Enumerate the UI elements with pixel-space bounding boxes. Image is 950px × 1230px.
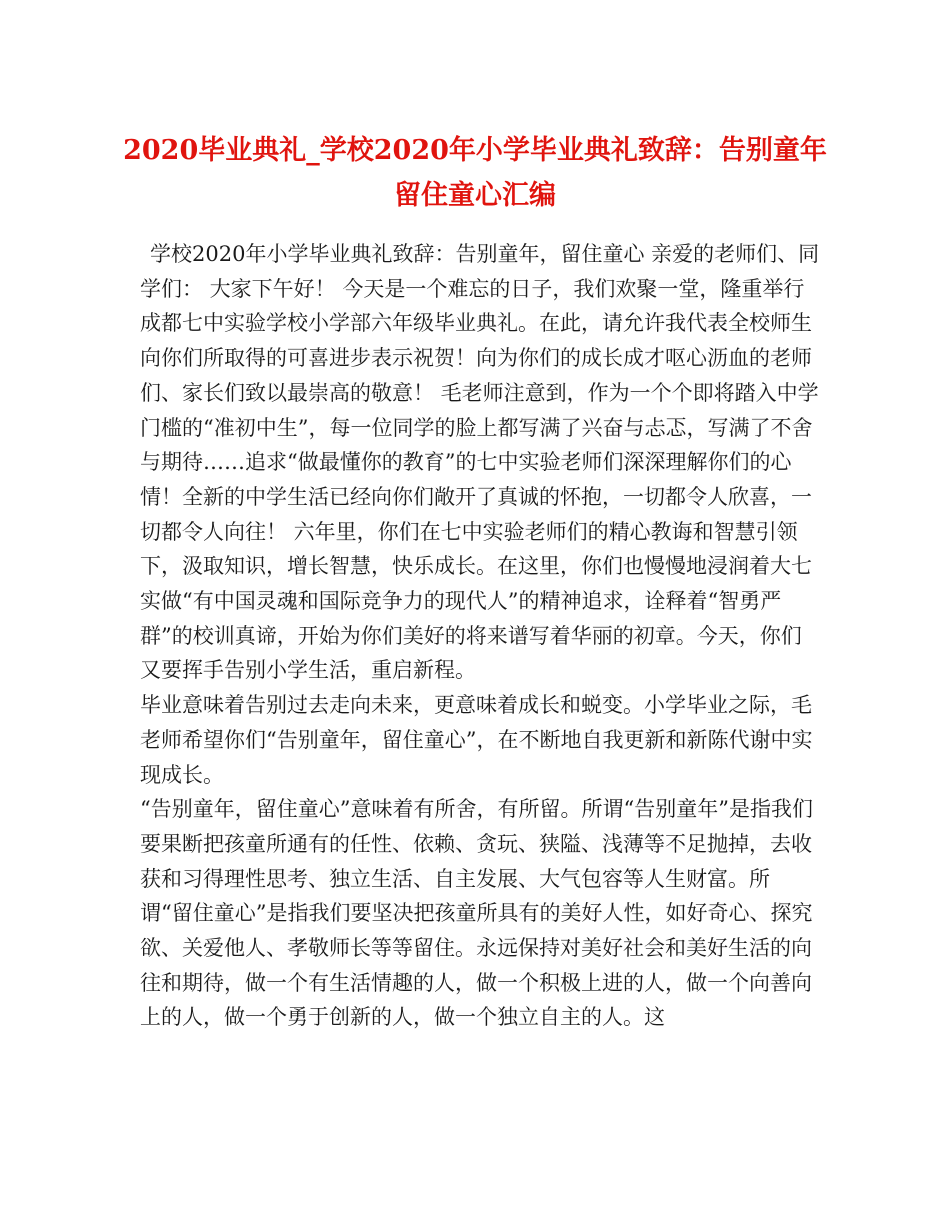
document-title: 2020毕业典礼_学校2020年小学毕业典礼致辞：告别童年留住童心汇编 xyxy=(123,135,827,211)
paragraph-1: 学校2020年小学毕业典礼致辞：告别童年，留住童心 亲爱的老师们、同学们： 大家下午好！ 今天是一个难忘的日子，我们欢聚一堂，隆重举行成都七中实验学校小学部六年级毕业典礼。在此，请允许我代表全校师生向你们所取得的可喜进步表示祝贺！向为你们的成长成才呕心沥血的老师们、家长们致以最崇高的敬意！ 毛老师注意到，作为一个个即将踏入中学门槛的“准初中生”，每一位同学的脸上都写满了兴奋与忐忑，写满了不舍与期待……追求“做最懂你的教育”的七中实验老师们深深理解你们的心情！全新的中学生活已经向你们敞开了真诚的怀抱，一切都令人欣喜，一切都令人向往！ 六年里，你们在七中实验老师们的精心教诲和智慧引领下，汲取知识，增长智慧，快乐成长。在这里，你们也慢慢地浸润着大七实做“有中国灵魂和国际竞争力的现代人”的精神追求，诠释着“智勇严群”的校训真谛，开始为你们美好的将来谱写着华丽的初章。今天，你们又要挥手告别小学生活，重启新程。 xyxy=(140,242,820,683)
paragraph-2: 毕业意味着告别过去走向未来，更意味着成长和蜕变。小学毕业之际，毛老师希望你们“告别童年，留住童心”，在不断地自我更新和新陈代谢中实现成长。 xyxy=(140,693,813,787)
paragraph-3: “告别童年，留住童心”意味着有所舍，有所留。所谓“告别童年”是指我们要果断把孩童所通有的任性、依赖、贪玩、狭隘、浅薄等不足抛掉，去收获和习得理性思考、独立生活、自主发展、大气包容等人生财富。所谓“留住童心”是指我们要坚决把孩童所具有的美好人性，如好奇心、探究欲、关爱他人、孝敬师长等等留住。永远保持对美好社会和美好生活的向往和期待，做一个有生活情趣的人，做一个积极上进的人，做一个向善向上的人，做一个勇于创新的人，做一个独立自主的人。这 xyxy=(140,797,813,1030)
document-body xyxy=(140,237,822,1035)
